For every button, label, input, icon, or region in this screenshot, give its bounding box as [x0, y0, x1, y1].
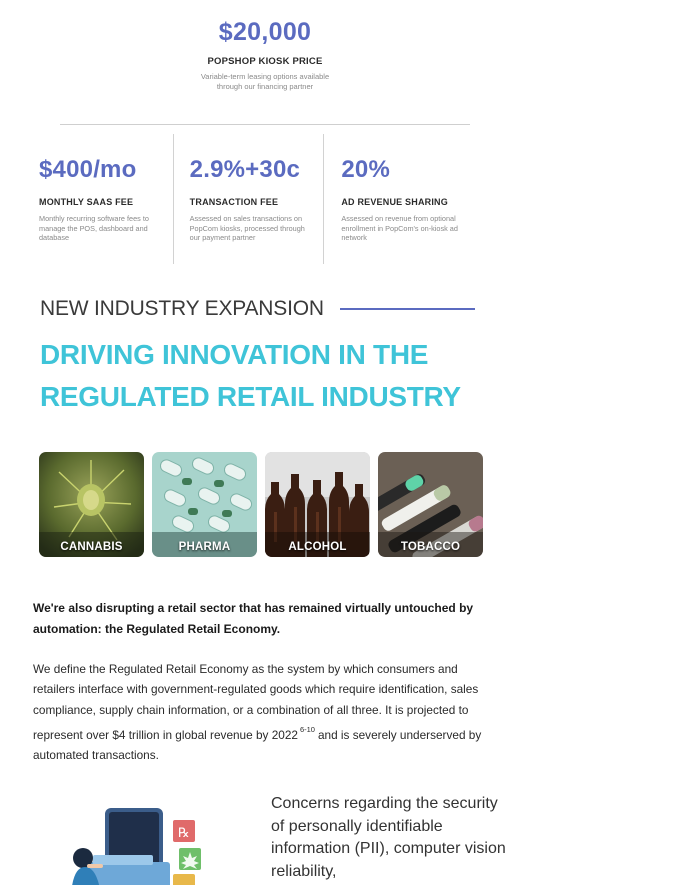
definition-paragraph [33, 659, 493, 765]
fee-amount: 20% [341, 156, 390, 183]
category-tiles [39, 452, 485, 557]
category-label: ALCOHOL [288, 541, 347, 553]
category-label: TOBACCO [400, 541, 461, 553]
kiosk-price-label: POPSHOP KIOSK PRICE [207, 56, 323, 67]
fee-label: AD REVENUE SHARING [341, 197, 448, 207]
fee-description: Monthly recurring software fees to manage the POS, dashboard and database [39, 214, 149, 242]
svg-text:℞: ℞ [178, 826, 190, 841]
category-label: CANNABIS [60, 541, 123, 553]
expansion-rule [340, 308, 475, 310]
expansion-header [40, 297, 475, 321]
fee-description: Assessed on revenue from optional enrollment in PopCom's on-kiosk ad network [341, 214, 458, 242]
category-tile-tobacco [378, 452, 483, 557]
kiosk-price-description: Variable-term leasing options available through our financing partner [200, 72, 330, 91]
fees-row [30, 134, 475, 264]
divider [60, 124, 470, 125]
expansion-headline [40, 334, 500, 418]
headline-line-1: DRIVING INNOVATION IN THE [40, 339, 429, 370]
category-tile-pharma [152, 452, 257, 557]
fee-description: Assessed on sales transactions on PopCom kiosks, processed through our payment partner [189, 214, 305, 242]
fee-label: MONTHLY SAAS FEE [39, 197, 134, 207]
citation-superscript: 6-10 [299, 724, 315, 734]
kiosk-price: $20,000 [218, 18, 312, 46]
concerns-text: Concerns regarding the security of personally identifiable information (PII), computer vision reliability, [271, 795, 506, 880]
expansion-title: NEW INDUSTRY EXPANSION [40, 297, 324, 320]
kiosk-price-block [60, 18, 470, 91]
fee-ad-revenue [324, 134, 475, 264]
category-label: PHARMA [178, 541, 231, 553]
kiosk-user-illustration [65, 800, 215, 885]
fee-transaction [174, 134, 325, 264]
headline-line-2: REGULATED RETAIL INDUSTRY [40, 381, 461, 412]
category-tile-alcohol [265, 452, 370, 557]
fee-saas [30, 134, 174, 264]
fee-amount: 2.9%+30c [189, 156, 301, 183]
fee-label: TRANSACTION FEE [189, 197, 279, 207]
intro-bold-paragraph: We're also disrupting a retail sector that has remained virtually untouched by automation: the Regulated Retail Economy. [33, 601, 474, 636]
paragraph-text: We define the Regulated Retail Economy as the system by which consumers and retailers interface with government-regulated goods which require identification, sales compliance, supply chain information, or a combination of all three. It is projected to represent over $4 trillion in global revenue by 2022 [33, 662, 479, 742]
kiosk-user-icon [65, 800, 215, 885]
paragraph-text: and is severely underserved by automated transactions. [33, 727, 482, 763]
category-tile-cannabis [39, 452, 144, 557]
fee-amount: $400/mo [39, 156, 137, 183]
